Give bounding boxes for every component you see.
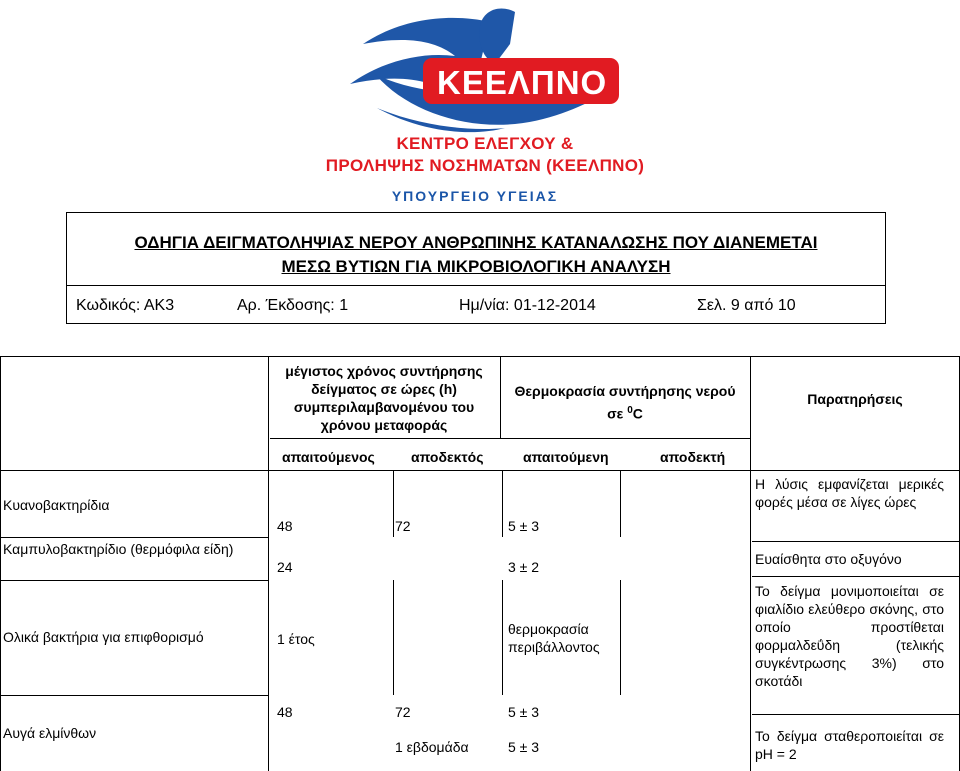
document-title-line2: ΜΕΣΩ ΒΥΤΙΩΝ ΓΙΑ ΜΙΚΡΟΒΙΟΛΟΓΙΚΗ ΑΝΑΛΥΣΗ bbox=[281, 257, 671, 276]
row-divider bbox=[752, 714, 960, 715]
table-top-border bbox=[0, 356, 960, 357]
row-divider bbox=[752, 576, 960, 577]
column-divider bbox=[393, 580, 394, 695]
column-divider bbox=[393, 470, 394, 537]
row-divider bbox=[0, 695, 268, 696]
row-total-bacteria-required-time: 1 έτος bbox=[277, 631, 315, 647]
subheader-required-time: απαιτούμενος bbox=[282, 449, 375, 465]
row-divider bbox=[0, 580, 268, 581]
header-max-storage-time bbox=[270, 362, 498, 434]
logo-org-line2: ΠΡΟΛΗΨΗΣ ΝΟΣΗΜΑΤΩΝ (ΚΕΕΛΠΝΟ) bbox=[325, 156, 645, 175]
row-divider bbox=[752, 541, 960, 542]
logo-org-line1: ΚΕΝΤΡΟ ΕΛΕΓΧΟΥ & bbox=[396, 134, 574, 153]
header-max-storage-time-line: συμπεριλαμβανομένου του bbox=[293, 399, 475, 415]
row-campylobacter-required-temp: 3 ± 2 bbox=[508, 559, 540, 575]
column-divider bbox=[620, 470, 621, 537]
header-bottom-border bbox=[0, 470, 960, 471]
row-divider bbox=[0, 537, 268, 538]
subheader-required-temp: απαιτούμενη bbox=[523, 449, 609, 465]
header-temperature-line2 bbox=[502, 401, 748, 424]
row-helminth-eggs-required-temp: 5 ± 3 bbox=[508, 704, 540, 720]
document-date: Ημ/νία: 01-12-2014 bbox=[459, 297, 596, 314]
subheader-acceptable-time: αποδεκτός bbox=[411, 449, 484, 465]
dove-logo-icon bbox=[255, 4, 715, 212]
column-divider bbox=[620, 580, 621, 695]
row-cyanobacteria-acceptable-time: 72 bbox=[395, 518, 411, 534]
header-temperature-line1: Θερμοκρασία συντήρησης νερού bbox=[514, 383, 736, 399]
row-helminth-eggs-required-time: 48 bbox=[277, 704, 293, 720]
header-max-storage-time-line: δείγματος σε ώρες (h) bbox=[311, 381, 457, 397]
header-remarks: Παρατηρήσεις bbox=[807, 391, 903, 407]
subheader-acceptable-temp: αποδεκτή bbox=[660, 449, 726, 465]
header-storage-temperature bbox=[502, 382, 748, 424]
document-edition: Αρ. Έκδοσης: 1 bbox=[237, 297, 349, 314]
header-temperature-prefix: σε bbox=[607, 405, 628, 422]
header-max-storage-time-line: μέγιστος χρόνος συντήρησης bbox=[285, 363, 483, 379]
row-helminth-eggs-acceptable-time: 72 bbox=[395, 704, 411, 720]
row-helminth-eggs-remark: Το δείγμα σταθεροποιείται σε pH = 2 bbox=[755, 728, 944, 762]
row-cyanobacteria-required-temp: 5 ± 3 bbox=[508, 518, 540, 534]
header-divider bbox=[67, 285, 885, 286]
logo-badge-text: ΚΕΕΛΠΝΟ bbox=[437, 64, 608, 101]
document-header bbox=[66, 212, 886, 324]
row-cyanobacteria-remark: Η λύσις εμφανίζεται μερικές φορές μέσα σε λίγες ώρες bbox=[755, 476, 944, 510]
header-temperature-degree: 0 bbox=[627, 405, 633, 416]
logo-ministry: ΥΠΟΥΡΓΕΙΟ ΥΓΕΙΑΣ bbox=[391, 188, 559, 204]
column-divider bbox=[500, 356, 501, 438]
document-title bbox=[67, 231, 885, 279]
row-helminth-eggs-required-temp-2: 5 ± 3 bbox=[508, 739, 540, 755]
page-number: Σελ. 9 από 10 bbox=[697, 297, 796, 314]
row-cyanobacteria-required-time: 48 bbox=[277, 518, 293, 534]
row-helminth-eggs-acceptable-time-2: 1 εβδομάδα bbox=[395, 739, 469, 755]
column-divider bbox=[502, 580, 503, 695]
row-cyanobacteria-name: Κυανοβακτηρίδια bbox=[3, 497, 110, 513]
row-total-bacteria-name: Ολικά βακτήρια για επιφθορισμό bbox=[3, 629, 204, 645]
row-total-bacteria-required-temp: θερμοκρασία περιβάλλοντος bbox=[508, 621, 600, 655]
document-title-line1: ΟΔΗΓΙΑ ΔΕΙΓΜΑΤΟΛΗΨΙΑΣ ΝΕΡΟΥ ΑΝΘΡΩΠΙΝΗΣ ΚΑΤΑΝΑΛΩΣΗΣ ΠΟΥ ΔΙΑΝΕΜΕΤΑΙ bbox=[134, 233, 818, 252]
row-campylobacter-name: Καμπυλοβακτηρίδιο (θερμόφιλα είδη) bbox=[3, 541, 234, 557]
header-temperature-unit: C bbox=[632, 405, 643, 422]
row-campylobacter-required-time: 24 bbox=[277, 559, 293, 575]
table-left-border bbox=[0, 356, 1, 771]
column-divider bbox=[750, 356, 751, 771]
header-max-storage-time-line: χρόνου μεταφοράς bbox=[320, 417, 448, 433]
row-campylobacter-remark: Ευαίσθητα στο οξυγόνο bbox=[755, 551, 902, 567]
row-helminth-eggs-name: Αυγά ελμίνθων bbox=[3, 725, 97, 741]
row-total-bacteria-remark: Το δείγμα μονιμοποιείται σε φιαλίδιο ελεύθερο σκόνης, στο οποίο προστίθεται φορμαλδεΰδη (τελικής συγκέντρωσης 3%) στο σκοτάδι bbox=[755, 583, 944, 689]
document-code: Κωδικός: ΑΚ3 bbox=[76, 297, 175, 314]
keelpno-logo bbox=[255, 4, 715, 212]
column-divider bbox=[502, 470, 503, 537]
column-divider bbox=[268, 356, 269, 771]
subheader-divider bbox=[270, 438, 750, 439]
